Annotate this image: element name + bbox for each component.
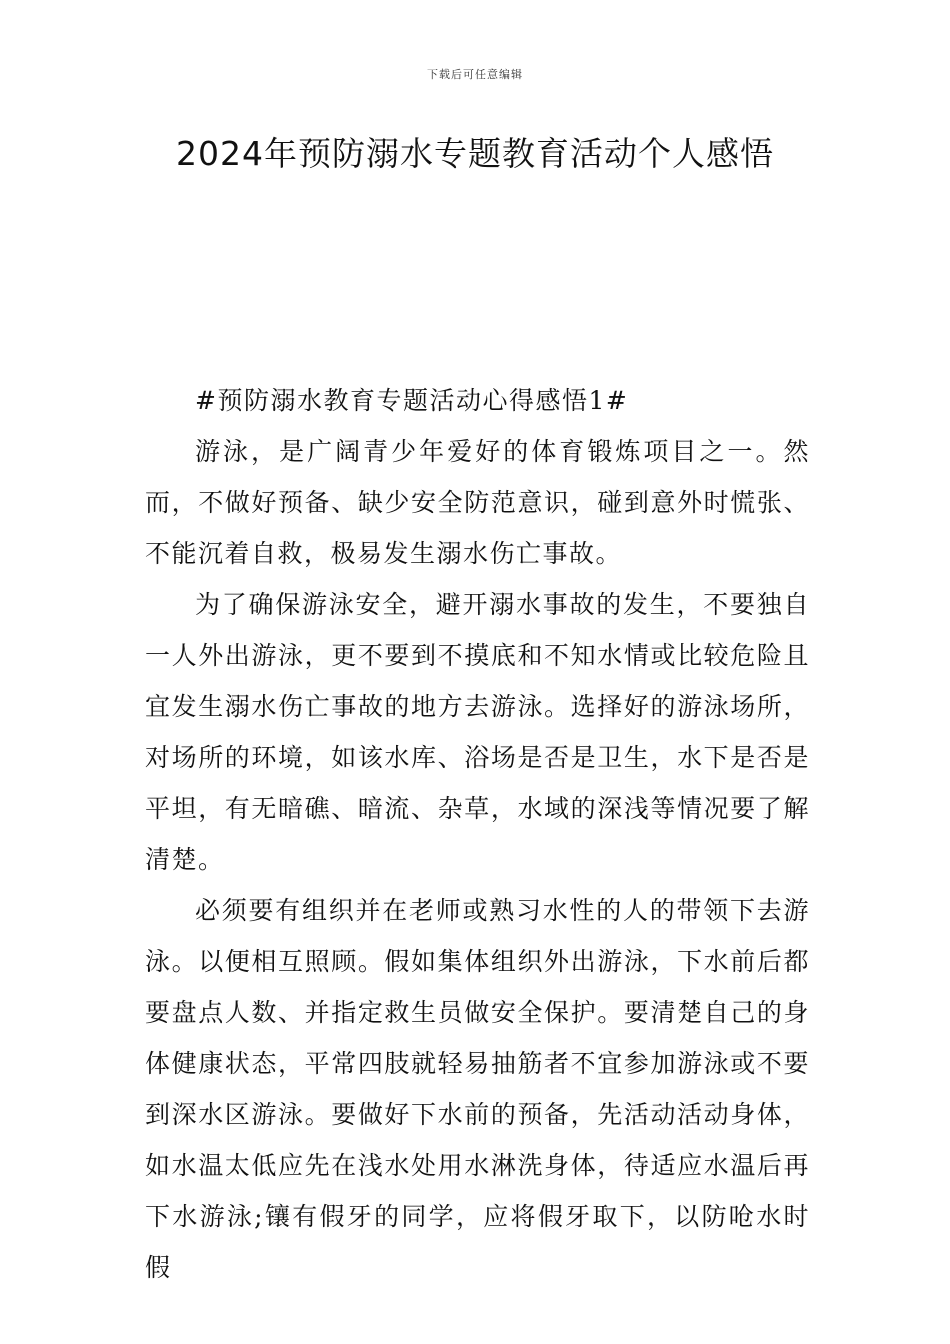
paragraph-1: 游泳，是广阔青少年爱好的体育锻炼项目之一。然而，不做好预备、缺少安全防范意识，碰到意外时慌张、不能沉着自救，极易发生溺水伤亡事故。 (145, 437, 810, 568)
paragraph-2: 为了确保游泳安全，避开溺水事故的发生，不要独自一人外出游泳，更不要到不摸底和不知水情或比较危险且宜发生溺水伤亡事故的地方去游泳。选择好的游泳场所，对场所的环境，如该水库、浴场是否是卫生，水下是否是平坦，有无暗礁、暗流、杂草，水域的深浅等情况要了解清楚。 (145, 590, 810, 874)
document-body (145, 375, 810, 1293)
document-title: 2024年预防溺水专题教育活动个人感悟 (176, 134, 774, 173)
section-heading: #预防溺水教育专题活动心得感悟1# (195, 386, 629, 415)
header-note: 下载后可任意编辑 (427, 68, 523, 81)
paragraph-3: 必须要有组织并在老师或熟习水性的人的带领下去游泳。以便相互照顾。假如集体组织外出游泳，下水前后都要盘点人数、并指定救生员做安全保护。要清楚自己的身体健康状态，平常四肢就轻易抽筋者不宜参加游泳或不要到深水区游泳。要做好下水前的预备，先活动活动身体，如水温太低应先在浅水处用水淋洗身体，待适应水温后再下水游泳;镶有假牙的同学，应将假牙取下，以防呛水时假 (145, 896, 810, 1282)
